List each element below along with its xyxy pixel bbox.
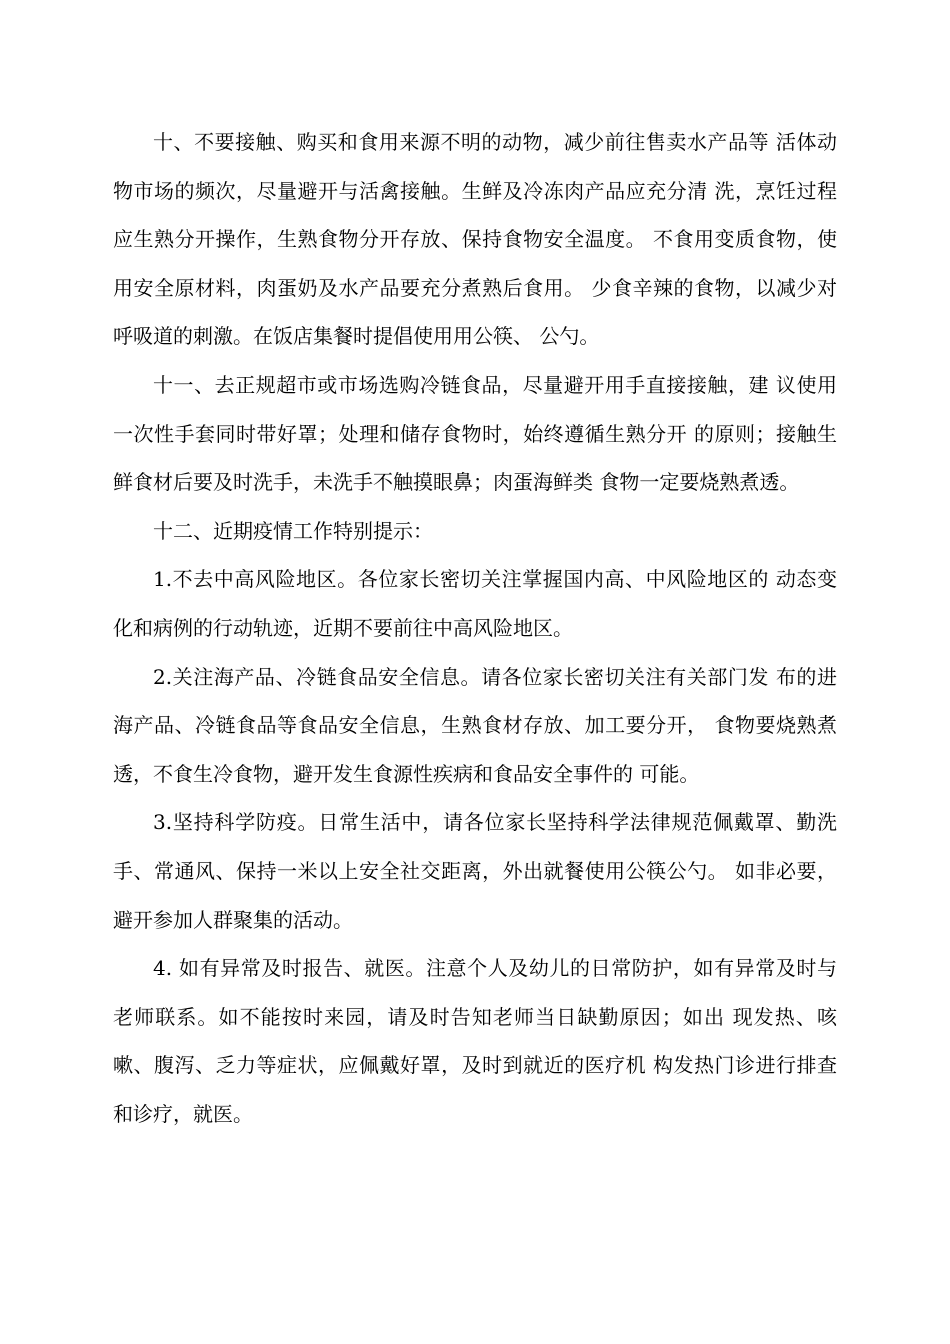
paragraph-food-safety: 十、不要接触、购买和食用来源不明的动物，减少前往售卖水产品等 活体动物市场的频次，尽量避开与活禽接触。生鲜及冷冻肉产品应充分清 洗，烹饪过程应生熟分开操作，生熟食物分开存放、保持食物安全温度。 不食用变质食物，使用安全原材料，肉蛋奶及水产品要充分煮熟后食用。 少食辛辣的食物，以减少对呼吸道的刺激。在饭店集餐时提倡使用用公筷、 公勺。 bbox=[113, 130, 837, 349]
document-body bbox=[113, 118, 837, 1138]
paragraph-notice-3: 3.坚持科学防疫。日常生活中，请各位家长坚持科学法律规范佩戴罩、勤洗手、常通风、保持一米以上安全社交距离，外出就餐使用公筷公勺。 如非必要，避开参加人群聚集的活动。 bbox=[113, 810, 837, 932]
paragraph-special-notice-heading: 十二、近期疫情工作特别提示： bbox=[153, 518, 433, 543]
paragraph-cold-chain: 十一、去正规超市或市场选购冷链食品，尽量避开用手直接接触，建 议使用一次性手套同时带好罩；处理和储存食物时，始终遵循生熟分开 的原则；接触生鲜食材后要及时洗手，未洗手不触摸眼鼻；肉蛋海鲜类 食物一定要烧熟煮透。 bbox=[113, 372, 837, 495]
paragraph-notice-4: 4. 如有异常及时报告、就医。注意个人及幼儿的日常防护，如有异常及时与老师联系。如不能按时来园，请及时告知老师当日缺勤原因；如出 现发热、咳嗽、腹泻、乏力等症状，应佩戴好罩，及时到就近的医疗机 构发热门诊进行排查和诊疗，就医。 bbox=[113, 956, 837, 1126]
paragraph-notice-1: 1.不去中高风险地区。各位家长密切关注掌握国内高、中风险地区的 动态变化和病例的行动轨迹，近期不要前往中高风险地区。 bbox=[113, 567, 837, 640]
paragraph-notice-2: 2.关注海产品、冷链食品安全信息。请各位家长密切关注有关部门发 布的进海产品、冷链食品等食品安全信息，生熟食材存放、加工要分开， 食物要烧熟煮透，不食生冷食物，避开发生食源性疾病和食品安全事件的 可能。 bbox=[113, 664, 837, 786]
